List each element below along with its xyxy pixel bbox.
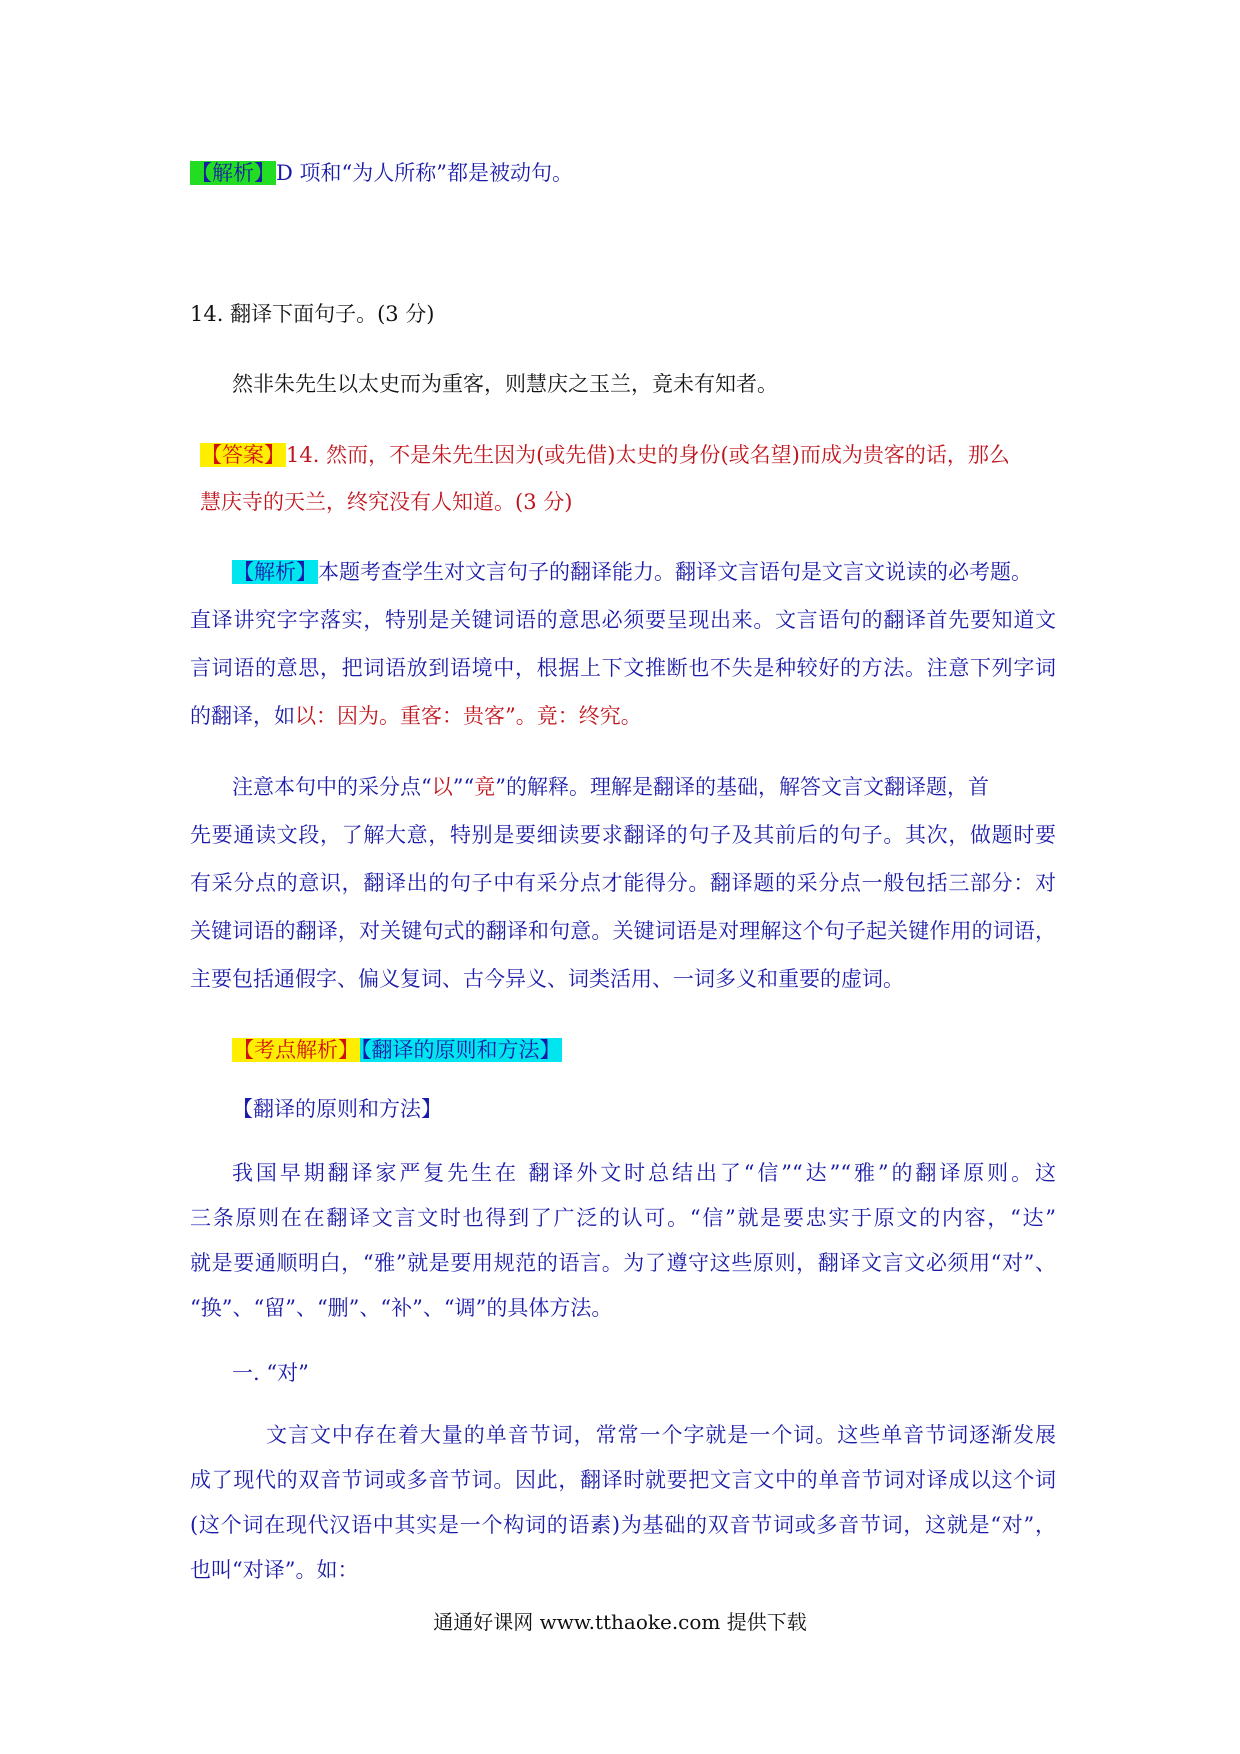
method-heading: 【翻译的原则和方法】 [232,1097,442,1121]
q13-analysis-line [190,158,573,188]
note-line1-c: ”的解释。理解是翻译的基础，解答文言文翻译题，首 [495,775,989,799]
p2-line-4: 也叫“对译”。如： [190,1558,359,1582]
kaodian-tag: 【考点解析】 [233,1038,359,1062]
q14-sentence: 然非朱先生以太史而为重客，则慧庆之玉兰，竟未有知者。 [232,372,778,396]
note-line-1 [232,772,989,802]
note-key-1: 以 [431,775,453,799]
subheading-dui: 一. “对” [232,1361,309,1385]
q14-analysis-line-4 [190,701,642,731]
note-line-4: 关键词语的翻译，对关键句式的翻译和句意。关键词语是对理解这个句子起关键作用的词语， [190,919,1056,943]
note-line1-a: 注意本句中的采分点“ [232,775,432,799]
p1-line-4: “换”、“留”、“删”、“补”、“调”的具体方法。 [190,1296,613,1320]
kaodian-tags [232,1035,562,1065]
p2-line-1: 文言文中存在着大量的单音节词，常常一个字就是一个词。这些单音节词逐渐发展 [266,1423,1056,1447]
answer-tag: 【答案】 [201,443,285,467]
q14-answer-line-1 [200,440,1010,470]
method-tag: 【翻译的原则和方法】 [361,1038,561,1062]
q14-analysis-line-1 [232,557,1032,587]
note-line-5: 主要包括通假字、偏义复词、古今异义、词类活用、一词多义和重要的虚词。 [190,967,904,991]
q14-answer-line-2: 慧庆寺的天兰，终究没有人知道。(3 分) [200,490,573,514]
note-key-2: 竟 [474,775,496,799]
page-footer: 通通好课网 www.tthaoke.com 提供下载 [433,1610,807,1634]
q14-heading: 14. 翻译下面句子。(3 分) [190,302,435,326]
analysis-line4-keywords: 以：因为。重客：贵客”。竟：终究。 [295,704,642,728]
note-line-3: 有采分点的意识，翻译出的句子中有采分点才能得分。翻译题的采分点一般包括三部分：对 [190,871,1056,895]
answer-text-1: 14. 然而，不是朱先生因为(或先借)太史的身份(或名望)而成为贵客的话，那么 [286,443,1010,467]
analysis-text-1: 本题考查学生对文言句子的翻译能力。翻译文言语句是文言文说读的必考题。 [318,560,1032,584]
analysis-line4-lead: 的翻译，如 [190,704,295,728]
analysis-tag: 【解析】 [191,161,275,185]
p1-line-3: 就是要通顺明白，“雅”就是要用规范的语言。为了遵守这些原则，翻译文言文必须用“对”、 [190,1251,1056,1275]
note-line1-b: ”“ [452,775,475,799]
q13-analysis-text: D 项和“为人所称”都是被动句。 [276,161,573,185]
p1-line-2: 三条原则在在翻译文言文时也得到了广泛的认可。“信”就是要忠实于原文的内容，“达” [190,1206,1056,1230]
p2-line-3: (这个词在现代汉语中其实是一个构词的语素)为基础的双音节词或多音节词，这就是“对”， [190,1513,1056,1537]
p2-line-2: 成了现代的双音节词或多音节词。因此，翻译时就要把文言文中的单音节词对译成以这个词 [190,1468,1056,1492]
p1-line-1: 我国早期翻译家严复先生在 翻译外文时总结出了“信”“达”“雅”的翻译原则。这 [232,1161,1056,1185]
q14-analysis-line-2: 直译讲究字字落实，特别是关键词语的意思必须要呈现出来。文言语句的翻译首先要知道文 [190,608,1056,632]
q14-analysis-line-3: 言词语的意思，把词语放到语境中，根据上下文推断也不失是种较好的方法。注意下列字词 [190,656,1056,680]
note-line-2: 先要通读文段，了解大意，特别是要细读要求翻译的句子及其前后的句子。其次，做题时要 [190,823,1056,847]
analysis-tag-2: 【解析】 [233,560,317,584]
